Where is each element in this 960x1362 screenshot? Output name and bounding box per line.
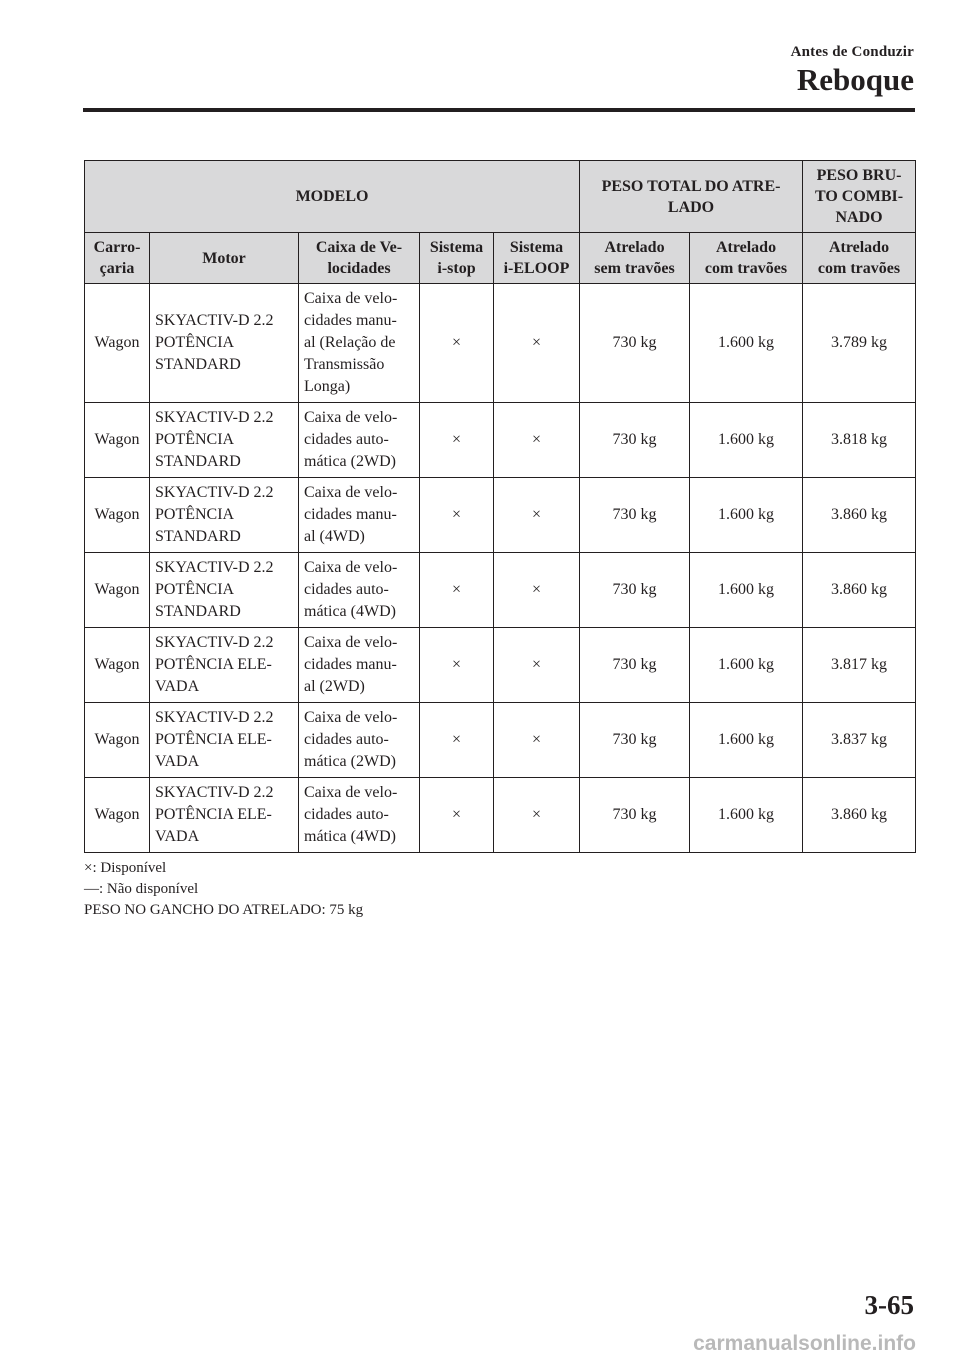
cell-body: Wagon [85,703,150,778]
cell-gross: 3.860 kg [803,778,916,853]
cell-istop: × [420,778,494,853]
cell-no-brakes: 730 kg [580,403,690,478]
table-row [85,628,916,703]
cell-ieloop: × [494,553,580,628]
col-header-sem-travoes: Atrelado sem travões [580,233,690,284]
cell-no-brakes: 730 kg [580,553,690,628]
cell-istop: × [420,403,494,478]
towing-spec-table [84,160,916,853]
cell-with-brakes: 1.600 kg [690,628,803,703]
chapter-title: Reboque [796,62,914,97]
note-hitch-weight: PESO NO GANCHO DO ATRELADO: 75 kg [84,902,364,918]
cell-engine: SKYACTIV-D 2.2 POTÊNCIA STANDARD [150,403,299,478]
cell-gearbox: Caixa de velo- cidades auto- mática (2WD) [299,703,420,778]
cell-gross: 3.837 kg [803,703,916,778]
cell-body: Wagon [85,403,150,478]
col-header-bruto-com-travoes: Atrelado com travões [803,233,916,284]
table-row [85,403,916,478]
cell-gross: 3.817 kg [803,628,916,703]
table-group-header-row [85,161,916,233]
cell-ieloop: × [494,284,580,403]
cell-gearbox: Caixa de velo- cidades manu- al (2WD) [299,628,420,703]
table-row [85,284,916,403]
cell-engine: SKYACTIV-D 2.2 POTÊNCIA ELE- VADA [150,628,299,703]
cell-gearbox: Caixa de velo- cidades manu- al (Relação de Transmissão Longa) [299,284,420,403]
table-row [85,553,916,628]
cell-ieloop: × [494,478,580,553]
col-header-motor: Motor [150,233,299,284]
cell-ieloop: × [494,403,580,478]
cell-gearbox: Caixa de velo- cidades manu- al (4WD) [299,478,420,553]
cell-gearbox: Caixa de velo- cidades auto- mática (2WD) [299,403,420,478]
cell-with-brakes: 1.600 kg [690,553,803,628]
cell-ieloop: × [494,703,580,778]
cell-gross: 3.860 kg [803,553,916,628]
table-row [85,703,916,778]
page-number: 3-65 [864,1290,914,1320]
cell-engine: SKYACTIV-D 2.2 POTÊNCIA ELE- VADA [150,778,299,853]
header-peso-total: PESO TOTAL DO ATRE- LADO [580,161,803,233]
note-not-available: —: Não disponível [84,881,199,897]
cell-ieloop: × [494,778,580,853]
page-header [791,44,914,97]
cell-gearbox: Caixa de velo- cidades auto- mática (4WD) [299,553,420,628]
cell-istop: × [420,628,494,703]
cell-engine: SKYACTIV-D 2.2 POTÊNCIA STANDARD [150,553,299,628]
cell-body: Wagon [85,778,150,853]
cell-with-brakes: 1.600 kg [690,284,803,403]
col-header-caixa: Caixa de Ve- locidades [299,233,420,284]
cell-with-brakes: 1.600 kg [690,478,803,553]
header-rule [83,108,915,112]
cell-engine: SKYACTIV-D 2.2 POTÊNCIA ELE- VADA [150,703,299,778]
table-row [85,478,916,553]
cell-ieloop: × [494,628,580,703]
cell-body: Wagon [85,553,150,628]
section-name: Antes de Conduzir [790,44,914,60]
note-available: ×: Disponível [84,860,167,876]
cell-gross: 3.789 kg [803,284,916,403]
table-row [85,778,916,853]
cell-with-brakes: 1.600 kg [690,778,803,853]
cell-engine: SKYACTIV-D 2.2 POTÊNCIA STANDARD [150,478,299,553]
cell-istop: × [420,284,494,403]
cell-body: Wagon [85,478,150,553]
cell-no-brakes: 730 kg [580,628,690,703]
col-header-com-travoes: Atrelado com travões [690,233,803,284]
cell-no-brakes: 730 kg [580,284,690,403]
cell-with-brakes: 1.600 kg [690,403,803,478]
cell-no-brakes: 730 kg [580,778,690,853]
cell-istop: × [420,478,494,553]
header-modelo: MODELO [85,161,580,233]
cell-gross: 3.818 kg [803,403,916,478]
table-column-header-row [85,233,916,284]
cell-no-brakes: 730 kg [580,478,690,553]
cell-gross: 3.860 kg [803,478,916,553]
col-header-ieloop: Sistema i-ELOOP [494,233,580,284]
col-header-istop: Sistema i-stop [420,233,494,284]
cell-no-brakes: 730 kg [580,703,690,778]
watermark: carmanualsonline.info [693,1332,916,1355]
col-header-carroceria: Carro- çaria [85,233,150,284]
cell-istop: × [420,703,494,778]
table-notes [84,858,363,921]
header-peso-bruto: PESO BRU- TO COMBI- NADO [803,161,916,233]
cell-with-brakes: 1.600 kg [690,703,803,778]
cell-body: Wagon [85,628,150,703]
cell-istop: × [420,553,494,628]
cell-body: Wagon [85,284,150,403]
cell-gearbox: Caixa de velo- cidades auto- mática (4WD) [299,778,420,853]
cell-engine: SKYACTIV-D 2.2 POTÊNCIA STANDARD [150,284,299,403]
